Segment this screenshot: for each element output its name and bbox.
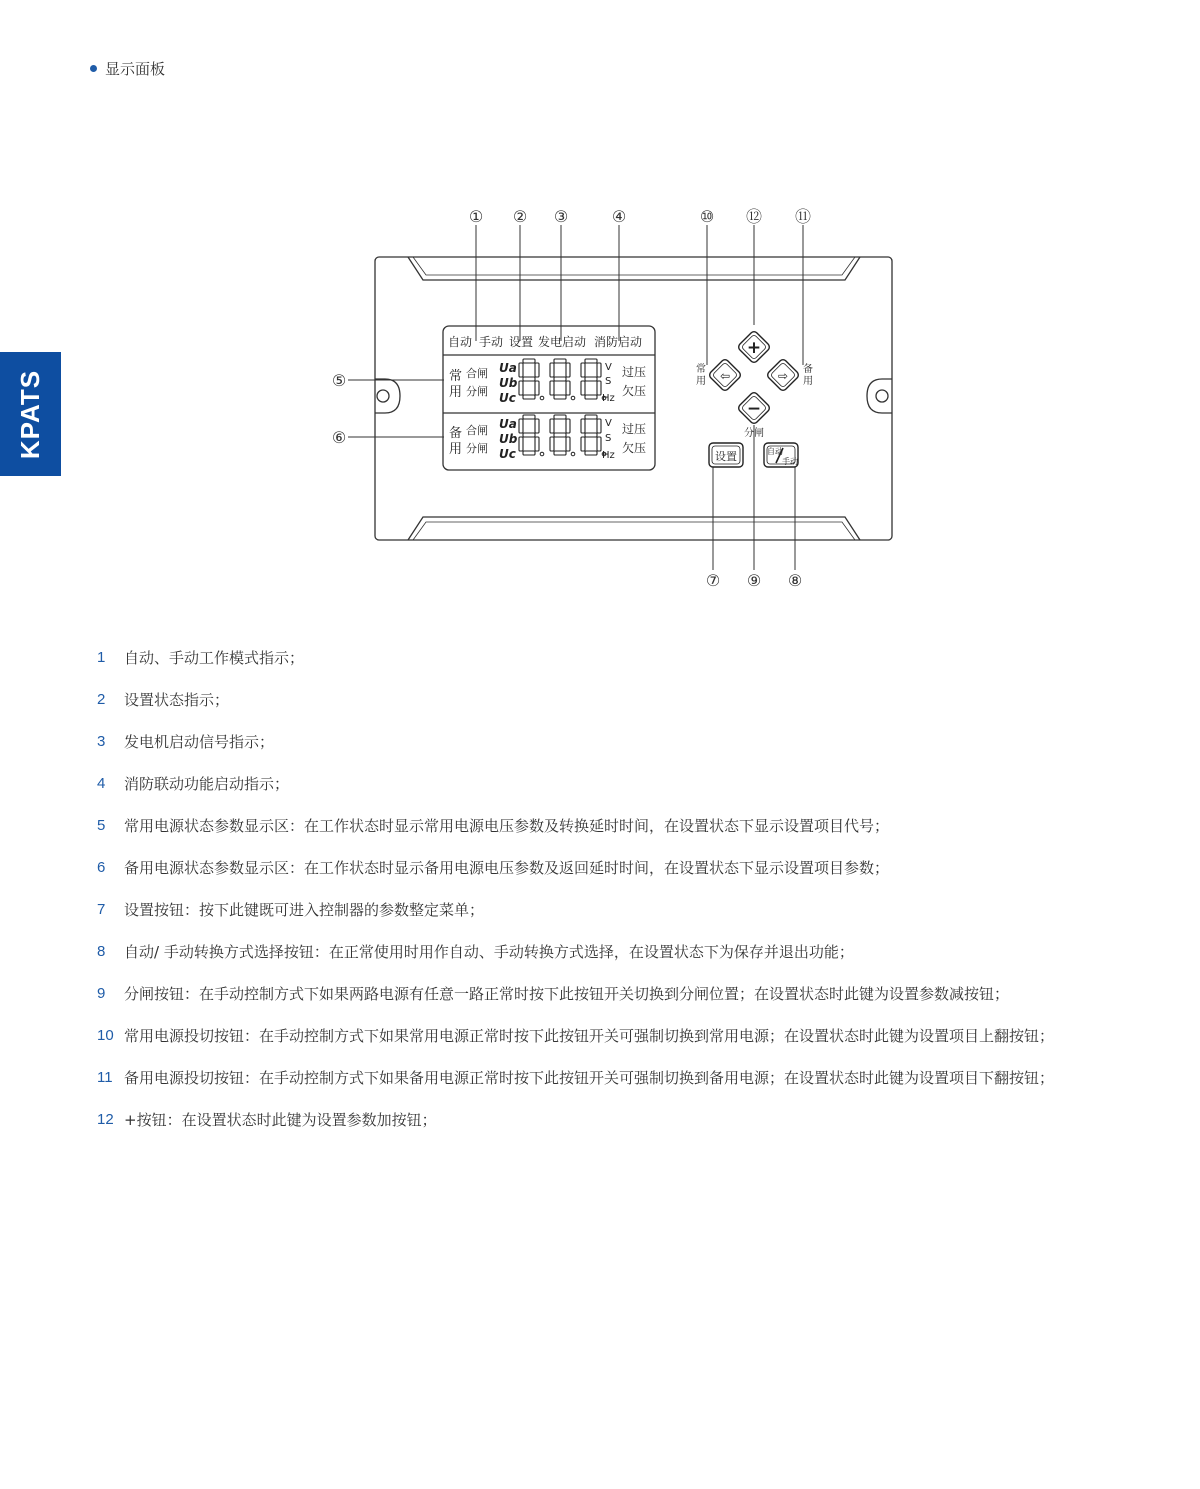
list-item-number: 3	[97, 733, 106, 750]
backup-unit-hz: Hz	[602, 450, 615, 461]
digit-segment	[585, 359, 597, 363]
decimal-point	[571, 396, 575, 400]
backup-name-bottom: 用	[449, 442, 463, 457]
normal-over-voltage: 过压	[622, 365, 647, 379]
list-item	[97, 688, 1054, 730]
callout-4: ④	[611, 207, 627, 226]
callout-6: ⑥	[331, 428, 347, 447]
arrow-left-icon: ⇦	[719, 369, 731, 383]
callout-10: ⑩	[699, 207, 715, 226]
setup-button-label: 设置	[715, 450, 737, 463]
digit-segment	[550, 419, 554, 433]
digit-segment	[554, 377, 566, 381]
callout-1: ①	[468, 207, 484, 226]
backup-unit-s: S	[605, 433, 612, 444]
callout-2: ②	[512, 207, 528, 226]
list-item	[97, 1066, 1054, 1108]
digit-segment	[523, 433, 535, 437]
digit-segment	[554, 433, 566, 437]
backup-open-label: 分闸	[466, 442, 488, 455]
list-item-text: 常用电源投切按钮：在手动控制方式下如果常用电源正常时按下此按钮开关可强制切换到常用电源；在设置状态时此键为设置项目上翻按钮；	[124, 1027, 1055, 1045]
backup-key-label-top: 备	[803, 364, 813, 375]
list-item-number: 8	[97, 943, 106, 960]
list-item	[97, 646, 1054, 688]
digit-segment	[585, 433, 597, 437]
digit-segment	[523, 395, 535, 399]
normal-key-label-bottom: 用	[696, 376, 706, 387]
normal-key-label-top: 常	[696, 364, 706, 375]
bullet-icon	[90, 65, 97, 72]
callout-11: ⑪	[794, 207, 812, 226]
backup-uc: Uc	[499, 447, 516, 461]
list-item-number: 5	[97, 817, 106, 834]
digit-segment	[566, 437, 570, 451]
digit-segment	[585, 451, 597, 455]
normal-seven-segment-digits	[519, 359, 606, 400]
digit-segment	[554, 415, 566, 419]
normal-name-top: 常	[449, 369, 463, 384]
backup-seven-segment-digits	[519, 415, 606, 456]
callout-12: ⑫	[745, 207, 763, 226]
digit-segment	[519, 381, 523, 395]
digit-segment	[566, 363, 570, 377]
callout-8: ⑧	[787, 571, 803, 590]
auto-manual-top-label: 自动	[767, 447, 783, 456]
digit-segment	[566, 419, 570, 433]
normal-name-bottom: 用	[449, 385, 463, 400]
normal-source-display	[449, 361, 646, 405]
minus-icon: −	[746, 399, 762, 419]
digit-segment	[535, 419, 539, 433]
backup-ua: Ua	[499, 417, 517, 431]
digit-segment	[550, 381, 554, 395]
normal-ua: Ua	[499, 361, 517, 375]
list-item-number: 9	[97, 985, 106, 1002]
digit-segment	[585, 395, 597, 399]
digit-segment	[554, 359, 566, 363]
digit-segment	[519, 363, 523, 377]
callout-9: ⑨	[746, 571, 762, 590]
digit-segment	[581, 381, 585, 395]
side-tab	[0, 352, 61, 476]
backup-name-top: 备	[449, 426, 463, 441]
list-item	[97, 856, 1054, 898]
list-item	[97, 898, 1054, 940]
normal-under-voltage: 欠压	[622, 384, 647, 398]
auto-manual-bottom-label: 手动	[782, 457, 798, 466]
backup-ub: Ub	[499, 432, 518, 446]
callout-7: ⑦	[705, 571, 721, 590]
normal-unit-hz: Hz	[602, 393, 615, 404]
list-item	[97, 940, 1054, 982]
digit-segment	[566, 381, 570, 395]
indicator-fire-start: 消防启动	[594, 335, 643, 349]
digit-segment	[554, 395, 566, 399]
digit-segment	[581, 363, 585, 377]
section-title-text: 显示面板	[105, 60, 166, 78]
list-item-number: 11	[97, 1069, 113, 1086]
digit-segment	[550, 363, 554, 377]
digit-segment	[597, 437, 601, 451]
digit-segment	[581, 419, 585, 433]
section-title	[90, 58, 165, 79]
list-item	[97, 1024, 1054, 1066]
digit-segment	[585, 377, 597, 381]
digit-segment	[535, 381, 539, 395]
decimal-point	[540, 452, 544, 456]
digit-segment	[523, 377, 535, 381]
left-mount-hole-icon	[377, 390, 389, 402]
list-item-text: 分闸按钮：在手动控制方式下如果两路电源有任意一路正常时按下此按钮开关切换到分闸位置；在设置状态时此键为设置参数减按钮；	[124, 985, 1010, 1003]
digit-segment	[597, 381, 601, 395]
list-item-number: 2	[97, 691, 106, 708]
digit-segment	[519, 437, 523, 451]
digit-segment	[585, 415, 597, 419]
digit-segment	[523, 415, 535, 419]
digit-segment	[581, 437, 585, 451]
list-item	[97, 1108, 1054, 1150]
list-item	[97, 982, 1054, 1024]
backup-unit-v: V	[605, 418, 612, 429]
digit-segment	[554, 451, 566, 455]
right-mount-hole-icon	[876, 390, 888, 402]
normal-open-label: 分闸	[466, 385, 488, 398]
digit-segment	[597, 419, 601, 433]
panel-diagram	[320, 195, 940, 605]
list-item-number: 4	[97, 775, 106, 792]
plus-icon: +	[746, 338, 762, 358]
normal-unit-v: V	[605, 362, 612, 373]
digit-segment	[535, 363, 539, 377]
list-item-text: 发电机启动信号指示；	[124, 733, 275, 751]
backup-close-label: 合闸	[466, 424, 488, 437]
indicator-gen-start: 发电启动	[538, 335, 587, 349]
digit-segment	[519, 419, 523, 433]
list-item-text: 自动/ 手动转换方式选择按钮：在正常使用时用作自动、手动转换方式选择，在设置状态下为保存并退出功能；	[124, 943, 854, 961]
list-item	[97, 772, 1054, 814]
description-list	[97, 646, 1054, 1150]
backup-over-voltage: 过压	[622, 422, 647, 436]
list-item	[97, 730, 1054, 772]
list-item-text: 设置状态指示；	[124, 691, 230, 709]
normal-uc: Uc	[499, 391, 516, 405]
indicator-manual: 手动	[479, 335, 504, 349]
list-item-text: 常用电源状态参数显示区：在工作状态时显示常用电源电压参数及转换延时时间，在设置状态下显示设置项目代号；	[124, 817, 890, 835]
digit-segment	[550, 437, 554, 451]
normal-close-label: 合闸	[466, 367, 488, 380]
list-item-number: 1	[97, 649, 106, 666]
arrow-right-icon: ⇨	[777, 369, 789, 383]
list-item-text: 自动、手动工作模式指示；	[124, 649, 305, 667]
backup-key-label-bottom: 用	[803, 376, 813, 387]
digit-segment	[535, 437, 539, 451]
list-item-number: 10	[97, 1027, 114, 1044]
side-tab-label: KPATS	[15, 369, 46, 459]
indicator-setup: 设置	[509, 335, 534, 349]
open-key-label: 分闸	[744, 428, 764, 439]
list-item-text: 消防联动功能启动指示；	[124, 775, 290, 793]
digit-segment	[523, 359, 535, 363]
list-item-text: 设置按钮：按下此键既可进入控制器的参数整定菜单；	[124, 901, 485, 919]
backup-source-display	[449, 417, 646, 461]
indicator-auto: 自动	[448, 335, 473, 349]
list-item-text: 备用电源投切按钮：在手动控制方式下如果备用电源正常时按下此按钮开关可强制切换到备用电源；在设置状态时此键为设置项目下翻按钮；	[124, 1069, 1055, 1087]
digit-segment	[597, 363, 601, 377]
decimal-point	[571, 452, 575, 456]
list-item-text: 备用电源状态参数显示区：在工作状态时显示备用电源电压参数及返回延时时间，在设置状态下显示设置项目参数；	[124, 859, 890, 877]
digit-segment	[523, 451, 535, 455]
list-item-number: 12	[97, 1111, 114, 1128]
callout-5: ⑤	[331, 371, 347, 390]
backup-under-voltage: 欠压	[622, 441, 647, 455]
list-item	[97, 814, 1054, 856]
list-item-number: 6	[97, 859, 106, 876]
decimal-point	[540, 396, 544, 400]
normal-unit-s: S	[605, 376, 612, 387]
callout-3: ③	[553, 207, 569, 226]
list-item-text: +按钮：在设置状态时此键为设置参数加按钮；	[124, 1111, 437, 1129]
normal-ub: Ub	[499, 376, 518, 390]
list-item-number: 7	[97, 901, 106, 918]
